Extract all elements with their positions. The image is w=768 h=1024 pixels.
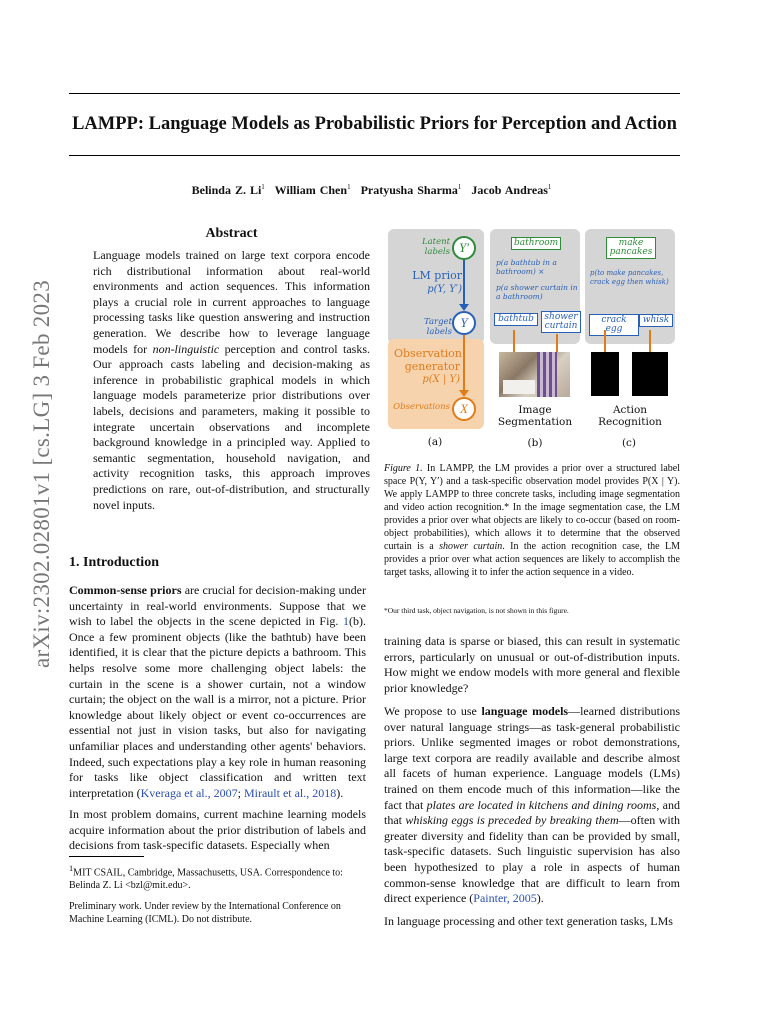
prior-arrow xyxy=(463,260,465,306)
target-box-shower-curtain: shower curtain xyxy=(541,311,581,333)
intro-text: ; xyxy=(237,785,244,800)
observation-generator-label: Observation generator xyxy=(394,347,462,373)
author-affiliation: 1 xyxy=(261,183,265,191)
arrow-b1 xyxy=(513,330,515,352)
panel-a-caption: (a) xyxy=(427,436,443,448)
prior-expression-text: a bathtub in a bathroom xyxy=(496,258,557,276)
latent-box-bathroom: bathroom xyxy=(511,237,561,250)
latent-labels-label: Latent labels xyxy=(421,237,450,257)
target-box-bathtub: bathtub xyxy=(494,313,538,326)
title-bottom-rule xyxy=(69,155,680,156)
bathroom-image-curtain xyxy=(537,352,557,397)
title-prefix: LAMPP xyxy=(72,114,138,134)
section-heading-introduction: 1. Introduction xyxy=(69,555,159,570)
right-paragraph-3: In language processing and other text generation tasks, LMs xyxy=(384,914,673,928)
intro-paragraph-2: In most problem domains, current machine learning models acquire information about the prior distribution of labels and decisions from task-specific datasets. Especially when xyxy=(69,807,366,853)
author-name: Belinda Z. Li xyxy=(191,183,262,197)
prior-expression-text: a shower curtain in a bathroom xyxy=(496,283,578,301)
prior-arrow-head xyxy=(459,304,469,311)
intro-text: ). xyxy=(336,785,344,800)
observation-node-x: X xyxy=(452,397,476,421)
generator-arrow xyxy=(463,335,465,393)
citation-link[interactable]: Mirault et al., 2018 xyxy=(243,785,337,800)
footnote-rule xyxy=(69,856,144,857)
emphasis-text: whisking eggs is preceded by breaking them xyxy=(405,813,619,828)
prior-expression-1: p(a bathtub in a bathroom) × xyxy=(496,258,557,276)
target-box-crack-egg: crack egg xyxy=(589,314,639,336)
lm-prior-equation: p(Y, Y′) xyxy=(427,284,462,295)
abstract-text: Language models trained on large text corpora encode rich distributional information about real-world environments and action sequences. This information plays a crucial role in current approaches to language processing tasks like question answering and instruction generation. We describe how to leverage language models for xyxy=(93,248,370,356)
author-affiliation: 1 xyxy=(347,183,351,191)
prior-expression-text: to make pancakes, crack egg then whisk xyxy=(590,269,666,286)
figure-caption-emphasis: shower curtain xyxy=(439,541,503,552)
footnote-marker: 1 xyxy=(69,864,74,873)
latent-node-yprime: Y′ xyxy=(452,236,476,260)
footnote-affiliation xyxy=(69,863,366,892)
prior-expression-2: p(a shower curtain in a bathroom) xyxy=(496,283,578,301)
paper-title xyxy=(69,114,680,135)
arrow-b2 xyxy=(556,334,558,352)
observation-generator-equation: p(X | Y) xyxy=(422,374,460,385)
body-text: —learned distributions over natural language strings—as task-general probabilistic priors. Unlike segmented images or robot demonstrations, large text corpora are readily available and describe almost all facets of human experience. Language models (LMs) trained on them encode much of this information—like the fact that xyxy=(384,704,680,812)
target-node-y: Y xyxy=(452,311,476,335)
generator-arrow-head xyxy=(459,390,469,397)
author-affiliation: 1 xyxy=(457,183,462,191)
action-recognition-label: Action Recognition xyxy=(598,404,662,428)
abstract-heading: Abstract xyxy=(205,226,258,241)
bold-term: language models xyxy=(481,704,569,718)
figure-footnote: *Our third task, object navigation, is not shown in this figure. xyxy=(384,606,569,615)
figure-caption-text: . In the action recognition case, the LM provides a prior over what action sequences are likely to accomplish the target tasks, allowing it to infer the action sequence in a video. xyxy=(384,541,681,578)
author-name: Jacob Andreas xyxy=(471,183,548,197)
arrow-c2 xyxy=(649,330,651,352)
abstract-text: perception and control tasks. Our approach casts labeling and decision-making as inference in probabilistic graphical models in which language models parameterize prior distributions over labels, decisions and parameters, making it possible to integrate uncertain observations and incomplete background knowledge in a principled way. Applied to semantic segmentation, household navigation, and activity recognition tasks, this approach improves predictions on rare, out-of-distribution, and structurally novel inputs. xyxy=(93,341,370,512)
author-affiliation: 1 xyxy=(547,183,552,191)
body-text: —often with greater diversity and fidelity than can be provided by small, task-specific datasets. Such linguistic supervision has also been hypothesized to play a role in aspects of human common-sense knowledge that are difficult to learn from direct experience ( xyxy=(384,813,680,906)
panel-b-caption: (b) xyxy=(527,437,543,449)
figure-caption-text: In LAMPP, the LM provides a prior over a structured label space P(Y, Y′) and a task-specific observation model provides P(X | Y). We apply LAMPP to three concrete tasks, including image segmentation and video action recognition.* In the image segmentation case, the LM provides a prior over what objects are likely to co-occur (based on room-object probabilities), which allows it to determine that the observed curtain is a xyxy=(384,463,680,552)
intro-text: are crucial for decision-making under uncertainty in real-world environments. Suppose that we wish to label the objects in the scene depicted in Fig. xyxy=(69,583,366,629)
bathroom-image xyxy=(499,352,570,397)
target-labels-label: Target labels xyxy=(423,317,452,337)
citation-link[interactable]: Kveraga et al., 2007 xyxy=(140,785,238,800)
figure-caption-lead: Figure 1. xyxy=(384,463,423,474)
abstract-emphasis: non-linguistic xyxy=(152,341,220,356)
intro-text: (b). Once a few prominent objects (like the bathtub) have been identified, it is clear that the picture depicts a bathroom. This helps resolve some more challenging object labels: the curtain in the scene is a shower curtain, not a window curtain; the object on the wall is a mirror, not a picture. Prior knowledge about likely object or event co-occurrences are essential not just in vision tasks, but also for navigating unfamiliar places and understanding other agents' behaviors. Indeed, such expectations play a key role in human reasoning for tasks like object classification and written text interpretation ( xyxy=(69,614,366,800)
body-text: ). xyxy=(536,891,544,906)
right-paragraph-2 xyxy=(384,704,680,907)
figure-1-caption xyxy=(384,462,680,579)
body-text: We propose to use xyxy=(384,704,482,718)
body-text: , and that xyxy=(384,797,680,828)
citation-link[interactable]: Painter, 2005 xyxy=(473,891,537,906)
author-name: William Chen xyxy=(274,183,348,197)
right-paragraph-1: training data is sparse or biased, this can result in systematic errors, particularly on unusual or out-of-distribution inputs. How might we endow models with more general and flexible prior knowledge? xyxy=(384,634,680,695)
abstract-body xyxy=(93,248,370,513)
figure-ref-link[interactable]: 1 xyxy=(343,614,349,629)
bathroom-image-tub xyxy=(503,380,535,394)
panel-c-caption: (c) xyxy=(621,437,637,449)
emphasis-text: plates are located in kitchens and dining rooms xyxy=(426,797,657,812)
arxiv-side-stamp: arXiv:2302.02801v1 [cs.LG] 3 Feb 2023 xyxy=(29,280,54,668)
top-rule xyxy=(69,93,680,94)
lm-prior-label: LM prior xyxy=(412,269,462,282)
video-frame-2 xyxy=(632,352,668,396)
arrow-c1 xyxy=(604,330,606,352)
intro-paragraph-1 xyxy=(69,583,366,801)
author-name: Pratyusha Sharma xyxy=(360,183,458,197)
footnote-text: MIT CSAIL, Cambridge, Massachusetts, USA. Correspondence to: Belinda Z. Li <bzl@mit.edu>. xyxy=(69,867,343,891)
intro-bold-term: Common-sense priors xyxy=(69,583,182,597)
image-segmentation-label: Image Segmentation xyxy=(497,404,573,428)
observations-label: Observations xyxy=(393,402,450,412)
footnote-preliminary: Preliminary work. Under review by the International Conference on Machine Learning (ICML). Do not distribute. xyxy=(69,901,341,925)
latent-box-make-pancakes: make pancakes xyxy=(606,237,656,259)
target-box-whisk: whisk xyxy=(639,314,673,327)
video-frame-1 xyxy=(591,352,619,396)
prior-expression-c: p(to make pancakes, crack egg then whisk) xyxy=(590,269,669,286)
author-list xyxy=(69,183,680,198)
title-rest: : Language Models as Probabilistic Priors for Perception and Action xyxy=(137,114,677,134)
